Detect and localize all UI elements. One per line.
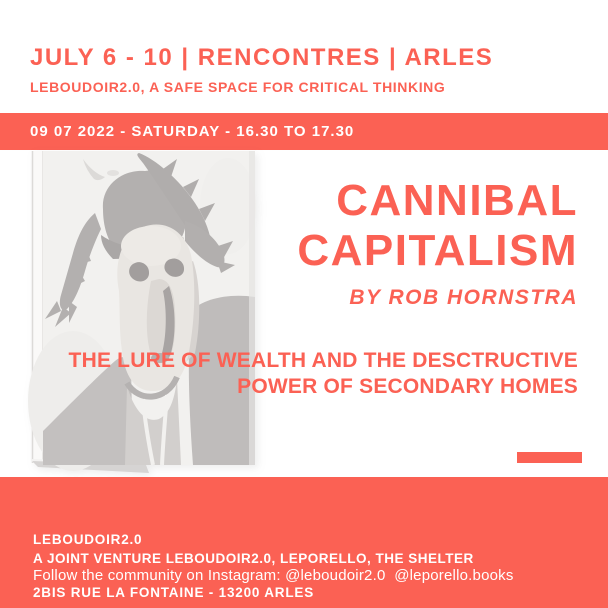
venue-name: LEBOUDOIR2.0 <box>33 532 143 547</box>
event-subtitle: LEBOUDOIR2.0, A SAFE SPACE FOR CRITICAL THINKING <box>30 79 446 95</box>
community-block <box>33 551 514 584</box>
tagline-line1: THE LURE OF WEALTH AND THE DESCTRUCTIVE <box>68 349 578 372</box>
tagline <box>69 348 578 400</box>
event-dates-title: JULY 6 - 10 | RENCONTRES | ARLES <box>30 44 494 71</box>
book-title <box>297 176 578 276</box>
tagline-line2: POWER OF SECONDARY HOMES <box>237 375 578 398</box>
book-cover-mockup <box>28 149 258 475</box>
joint-venture-line: A JOINT VENTURE LEBOUDOIR2.0, LEPORELLO, THE SHELTER <box>33 551 474 566</box>
venue-address: 2BIS RUE LA FONTAINE - 13200 ARLES <box>33 584 314 600</box>
date-banner <box>0 113 608 150</box>
accent-bar <box>517 452 582 463</box>
instagram-line: Follow the community on Instagram: @leboudoir2.0 @leporello.books <box>33 567 514 584</box>
book-title-line1: CANNIBAL <box>336 176 578 225</box>
author-byline: BY ROB HORNSTRA <box>349 286 578 309</box>
book-title-line2: CAPITALISM <box>297 226 578 275</box>
masked-figure-illustration <box>28 151 256 471</box>
date-banner-text: 09 07 2022 - SATURDAY - 16.30 TO 17.30 <box>30 123 355 140</box>
footer-banner <box>0 477 608 608</box>
